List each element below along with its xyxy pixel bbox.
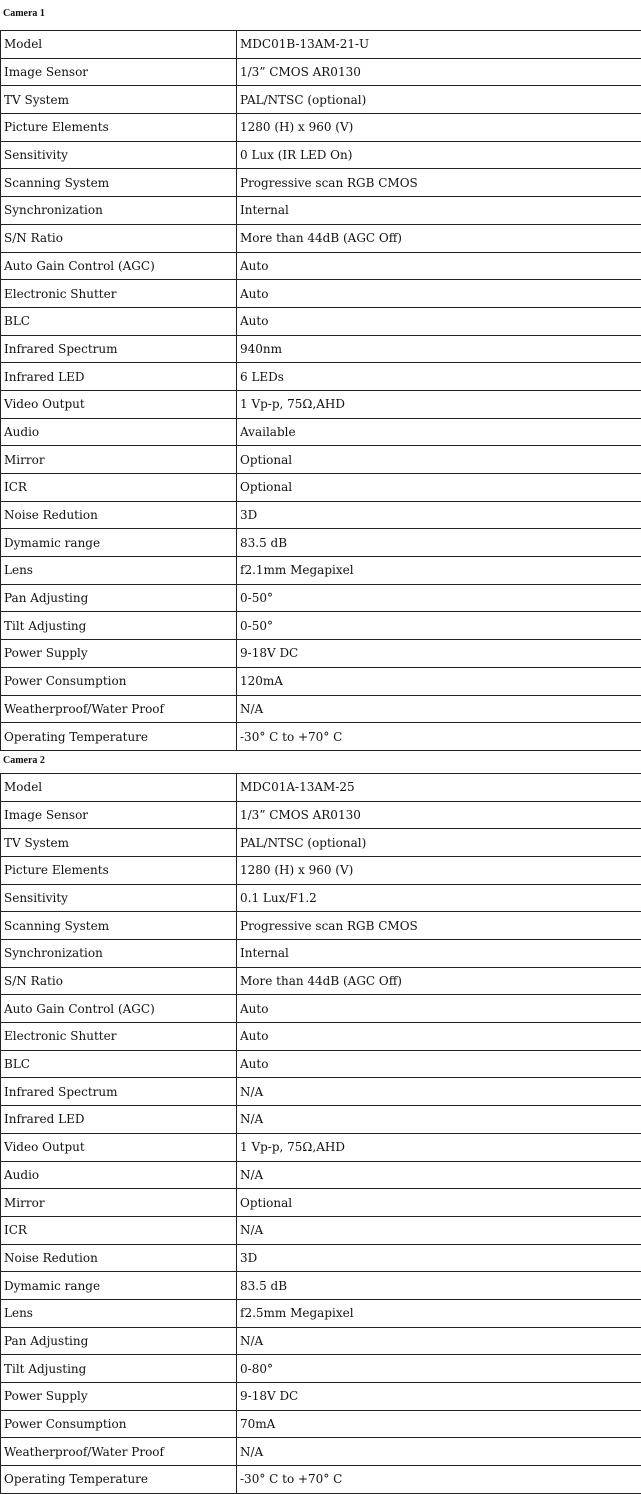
table-row: [1, 995, 641, 1023]
spec-value: 1/3” CMOS AR0130: [237, 58, 641, 86]
spec-label: Power Consumption: [1, 1410, 237, 1438]
spec-value: 1 Vp-p, 75Ω,AHD: [237, 390, 641, 418]
spec-label: Mirror: [1, 446, 237, 474]
table-row: [1, 141, 641, 169]
spec-value: Auto: [237, 280, 641, 308]
table-row: [1, 1161, 641, 1189]
spec-value: 9-18V DC: [237, 1383, 641, 1411]
spec-label: Mirror: [1, 1189, 237, 1217]
spec-value: MDC01B-13AM-21-U: [237, 31, 641, 59]
table-row: [1, 1133, 641, 1161]
table-row: [1, 390, 641, 418]
spec-label: Model: [1, 773, 237, 801]
spec-value: 3D: [237, 1244, 641, 1272]
spec-section: [0, 751, 641, 1494]
spec-label: Tilt Adjusting: [1, 1355, 237, 1383]
table-row: [1, 1272, 641, 1300]
section-title: Camera 2: [0, 751, 641, 773]
spec-table: [0, 773, 641, 1494]
spec-label: Power Consumption: [1, 667, 237, 695]
spec-value: MDC01A-13AM-25: [237, 773, 641, 801]
spec-label: Lens: [1, 557, 237, 585]
table-row: [1, 640, 641, 668]
spec-label: ICR: [1, 1216, 237, 1244]
table-row: [1, 1383, 641, 1411]
table-row: [1, 307, 641, 335]
spec-value: Progressive scan RGB CMOS: [237, 169, 641, 197]
table-row: [1, 1106, 641, 1134]
spec-label: Pan Adjusting: [1, 584, 237, 612]
table-row: [1, 197, 641, 225]
table-row: [1, 1023, 641, 1051]
spec-value: -30° C to +70° C: [237, 1466, 641, 1494]
table-row: [1, 1327, 641, 1355]
spec-label: Image Sensor: [1, 801, 237, 829]
spec-value: Optional: [237, 474, 641, 502]
table-row: [1, 529, 641, 557]
spec-label: Operating Temperature: [1, 723, 237, 751]
spec-label: Auto Gain Control (AGC): [1, 995, 237, 1023]
table-row: [1, 1244, 641, 1272]
table-row: [1, 86, 641, 114]
table-row: [1, 1466, 641, 1494]
spec-label: Pan Adjusting: [1, 1327, 237, 1355]
spec-value: Auto: [237, 1023, 641, 1051]
table-row: [1, 446, 641, 474]
spec-table: [0, 30, 641, 751]
spec-label: Electronic Shutter: [1, 280, 237, 308]
spec-value: Optional: [237, 1189, 641, 1217]
spec-value: 1280 (H) x 960 (V): [237, 114, 641, 142]
spec-label: Picture Elements: [1, 114, 237, 142]
table-row: [1, 884, 641, 912]
spec-label: Synchronization: [1, 940, 237, 968]
spec-label: Tilt Adjusting: [1, 612, 237, 640]
spec-value: N/A: [237, 695, 641, 723]
spec-label: Video Output: [1, 390, 237, 418]
spec-label: Sensitivity: [1, 141, 237, 169]
spec-value: 1 Vp-p, 75Ω,AHD: [237, 1133, 641, 1161]
spec-label: Synchronization: [1, 197, 237, 225]
spec-value: 1/3” CMOS AR0130: [237, 801, 641, 829]
spec-value: Optional: [237, 446, 641, 474]
spec-label: ICR: [1, 474, 237, 502]
spec-label: Weatherproof/Water Proof: [1, 695, 237, 723]
table-row: [1, 1299, 641, 1327]
spec-label: BLC: [1, 307, 237, 335]
table-row: [1, 1410, 641, 1438]
spec-value: 0.1 Lux/F1.2: [237, 884, 641, 912]
spec-label: Infrared Spectrum: [1, 335, 237, 363]
table-row: [1, 1189, 641, 1217]
table-row: [1, 58, 641, 86]
table-row: [1, 557, 641, 585]
spec-value: More than 44dB (AGC Off): [237, 967, 641, 995]
spec-label: Dymamic range: [1, 529, 237, 557]
spec-value: Auto: [237, 1050, 641, 1078]
spec-label: Infrared LED: [1, 1106, 237, 1134]
spec-value: PAL/NTSC (optional): [237, 829, 641, 857]
spec-label: Sensitivity: [1, 884, 237, 912]
spec-value: 70mA: [237, 1410, 641, 1438]
spec-label: Weatherproof/Water Proof: [1, 1438, 237, 1466]
spec-label: Operating Temperature: [1, 1466, 237, 1494]
table-row: [1, 829, 641, 857]
table-row: [1, 363, 641, 391]
table-row: [1, 1438, 641, 1466]
table-row: [1, 667, 641, 695]
table-row: [1, 773, 641, 801]
spec-value: Auto: [237, 307, 641, 335]
spec-label: Power Supply: [1, 640, 237, 668]
spec-value: Available: [237, 418, 641, 446]
spec-label: Noise Redution: [1, 501, 237, 529]
table-row: [1, 1355, 641, 1383]
spec-label: Scanning System: [1, 169, 237, 197]
table-row: [1, 723, 641, 751]
table-row: [1, 252, 641, 280]
spec-value: 1280 (H) x 960 (V): [237, 856, 641, 884]
table-row: [1, 612, 641, 640]
table-row: [1, 114, 641, 142]
section-title: Camera 1: [0, 0, 641, 30]
spec-label: TV System: [1, 829, 237, 857]
spec-value: 120mA: [237, 667, 641, 695]
spec-label: Dymamic range: [1, 1272, 237, 1300]
table-row: [1, 1216, 641, 1244]
spec-value: 0-50°: [237, 612, 641, 640]
table-row: [1, 801, 641, 829]
spec-label: Auto Gain Control (AGC): [1, 252, 237, 280]
spec-value: 6 LEDs: [237, 363, 641, 391]
spec-label: Electronic Shutter: [1, 1023, 237, 1051]
spec-label: S/N Ratio: [1, 224, 237, 252]
table-row: [1, 1050, 641, 1078]
spec-label: Picture Elements: [1, 856, 237, 884]
spec-value: Auto: [237, 252, 641, 280]
spec-label: Scanning System: [1, 912, 237, 940]
table-row: [1, 31, 641, 59]
spec-value: 940nm: [237, 335, 641, 363]
spec-label: Audio: [1, 418, 237, 446]
spec-value: N/A: [237, 1161, 641, 1189]
spec-label: Audio: [1, 1161, 237, 1189]
spec-label: Noise Redution: [1, 1244, 237, 1272]
spec-value: Progressive scan RGB CMOS: [237, 912, 641, 940]
spec-label: TV System: [1, 86, 237, 114]
table-row: [1, 856, 641, 884]
spec-value: f2.5mm Megapixel: [237, 1299, 641, 1327]
spec-label: Power Supply: [1, 1383, 237, 1411]
spec-value: Auto: [237, 995, 641, 1023]
spec-label: Infrared Spectrum: [1, 1078, 237, 1106]
spec-value: Internal: [237, 940, 641, 968]
table-row: [1, 418, 641, 446]
spec-label: Image Sensor: [1, 58, 237, 86]
spec-value: 83.5 dB: [237, 529, 641, 557]
spec-value: 9-18V DC: [237, 640, 641, 668]
spec-label: Lens: [1, 1299, 237, 1327]
table-row: [1, 967, 641, 995]
spec-value: 0-80°: [237, 1355, 641, 1383]
spec-value: N/A: [237, 1438, 641, 1466]
table-row: [1, 169, 641, 197]
spec-label: Model: [1, 31, 237, 59]
spec-value: N/A: [237, 1078, 641, 1106]
spec-value: N/A: [237, 1216, 641, 1244]
table-row: [1, 584, 641, 612]
spec-label: S/N Ratio: [1, 967, 237, 995]
table-row: [1, 224, 641, 252]
table-row: [1, 1078, 641, 1106]
table-row: [1, 335, 641, 363]
spec-label: BLC: [1, 1050, 237, 1078]
spec-value: f2.1mm Megapixel: [237, 557, 641, 585]
table-row: [1, 501, 641, 529]
spec-label: Infrared LED: [1, 363, 237, 391]
spec-value: N/A: [237, 1327, 641, 1355]
table-row: [1, 912, 641, 940]
spec-value: -30° C to +70° C: [237, 723, 641, 751]
table-row: [1, 940, 641, 968]
spec-value: 0 Lux (IR LED On): [237, 141, 641, 169]
spec-value: More than 44dB (AGC Off): [237, 224, 641, 252]
spec-value: Internal: [237, 197, 641, 225]
spec-value: N/A: [237, 1106, 641, 1134]
spec-value: 0-50°: [237, 584, 641, 612]
table-row: [1, 695, 641, 723]
spec-value: 3D: [237, 501, 641, 529]
table-row: [1, 474, 641, 502]
spec-label: Video Output: [1, 1133, 237, 1161]
spec-value: 83.5 dB: [237, 1272, 641, 1300]
table-row: [1, 280, 641, 308]
spec-value: PAL/NTSC (optional): [237, 86, 641, 114]
